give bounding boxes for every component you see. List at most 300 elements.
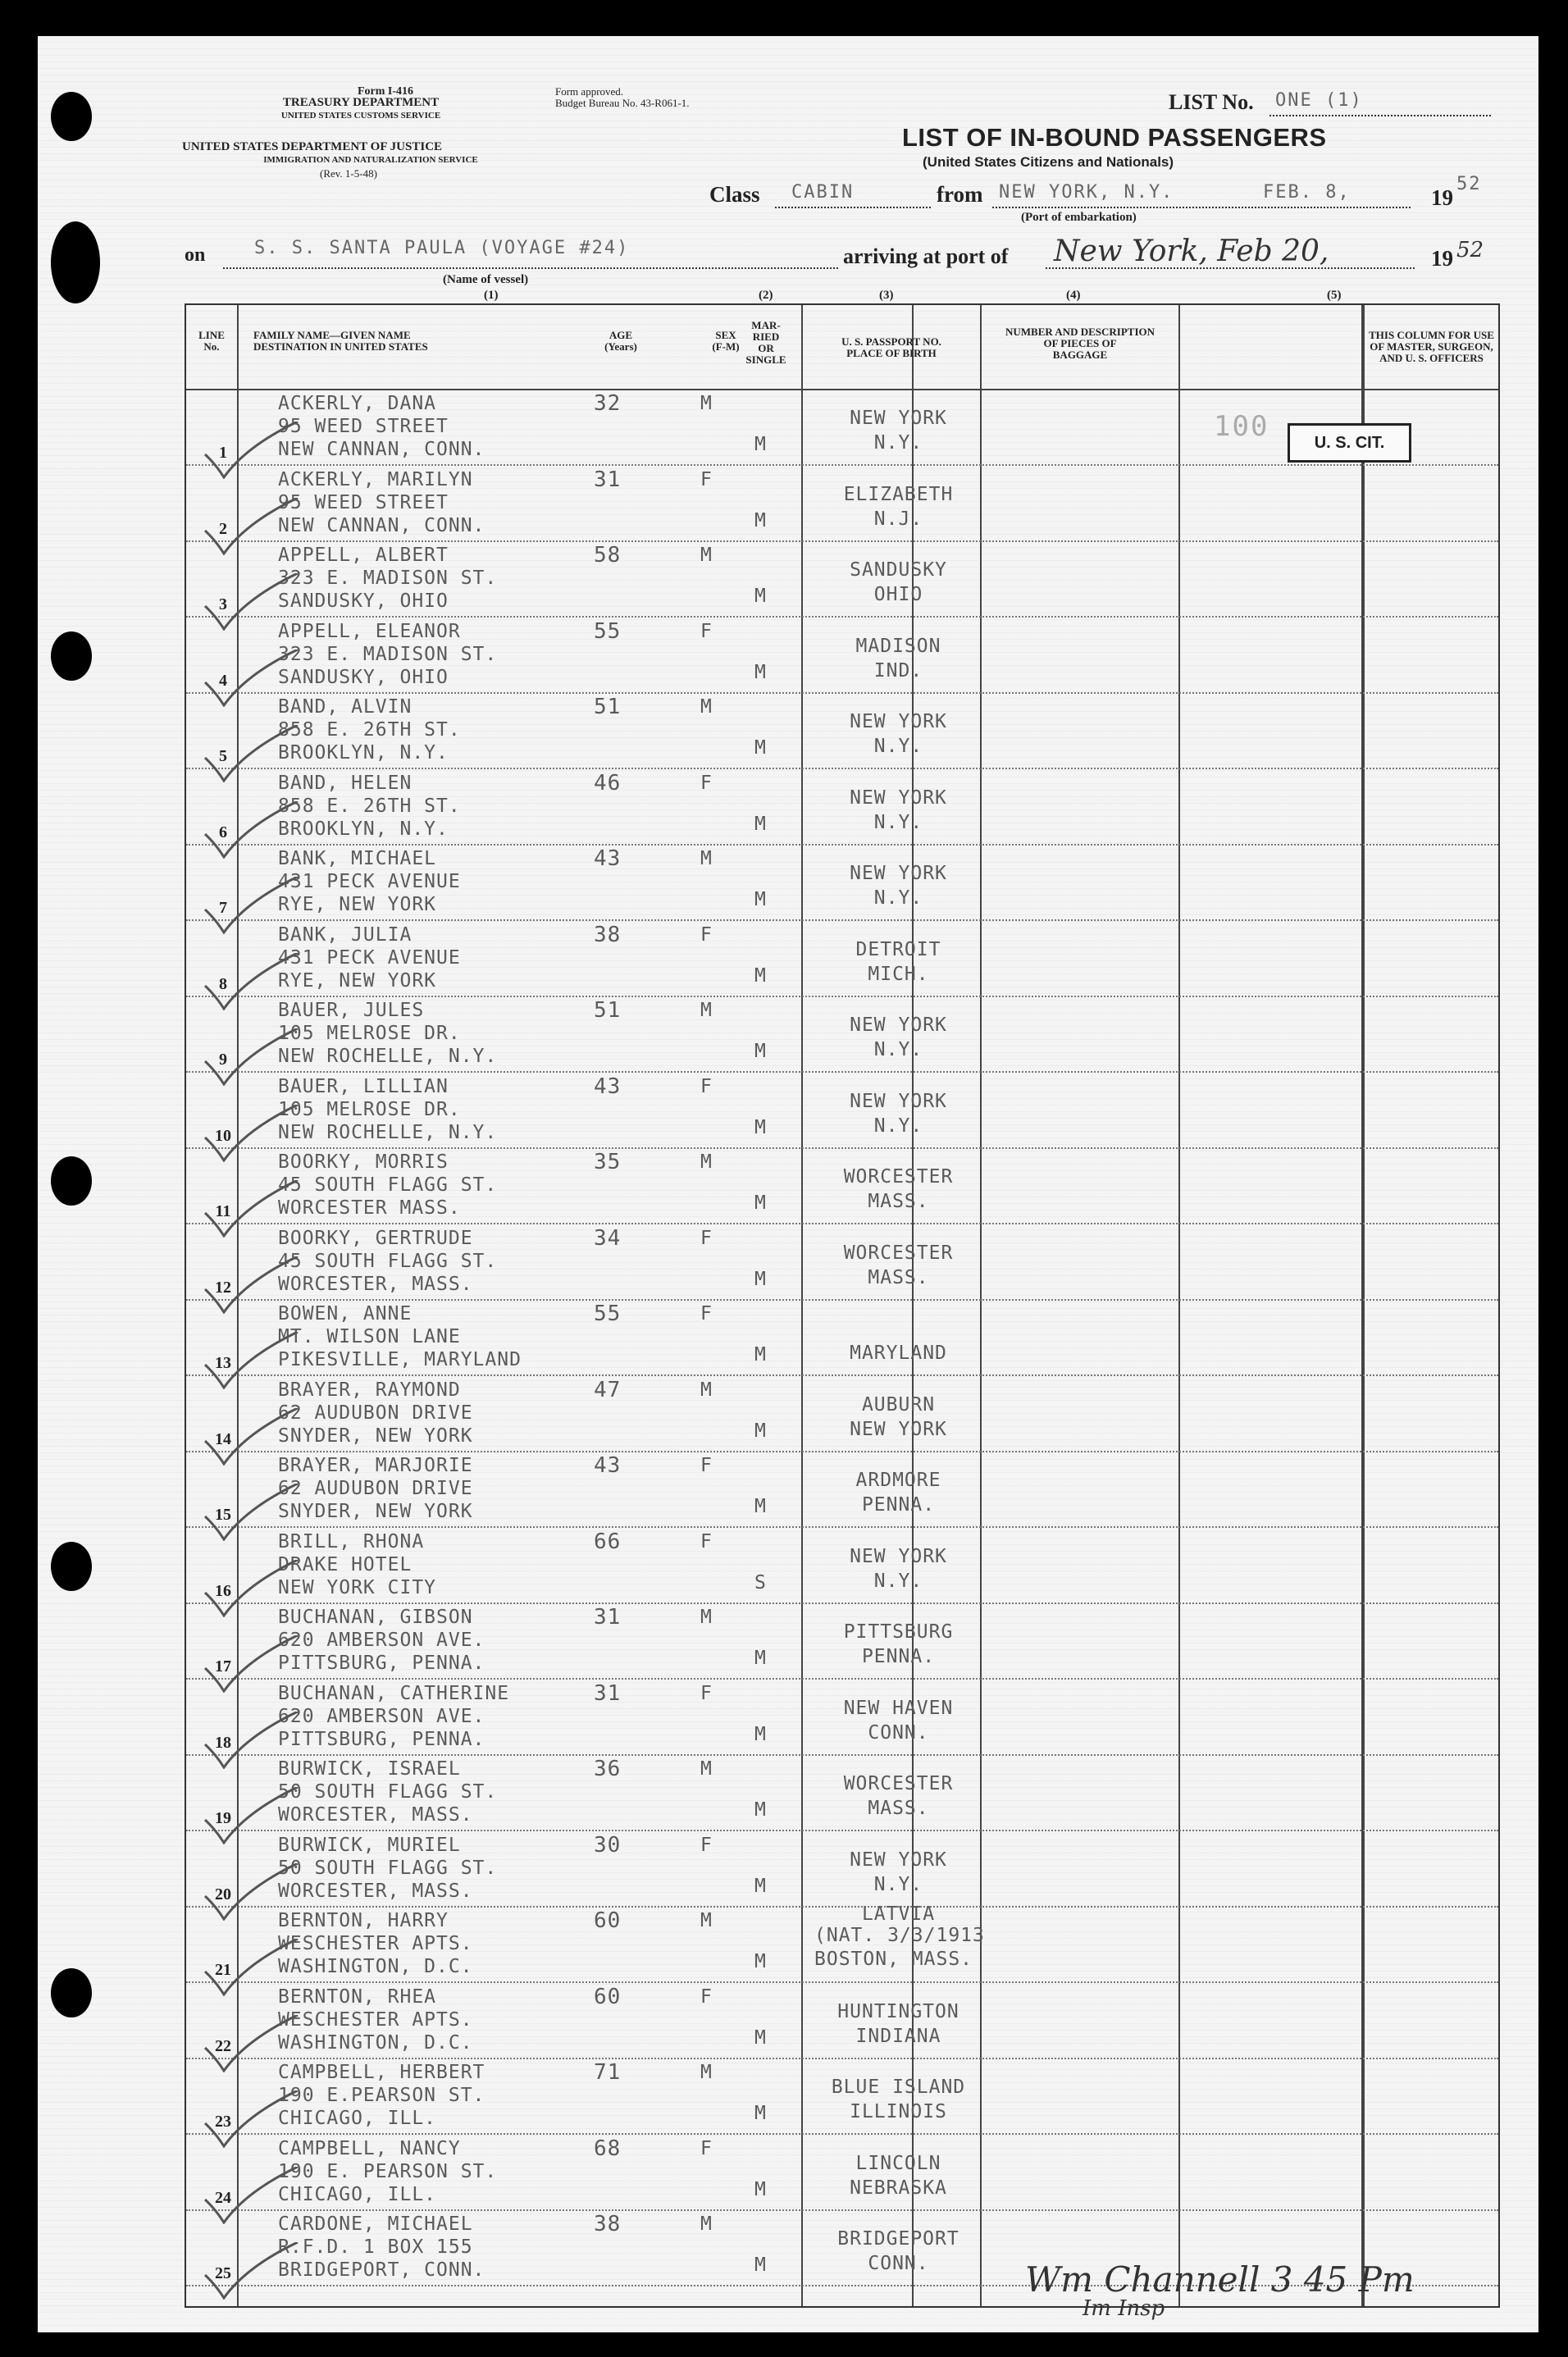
list-no-label: LIST No. — [1169, 90, 1254, 114]
line-number: 4 — [219, 671, 227, 690]
table-row — [186, 768, 1498, 846]
table-row — [186, 844, 1498, 921]
passenger-sex: M — [700, 848, 713, 869]
table-row — [186, 1982, 1498, 2059]
passenger-marital-status: M — [754, 813, 767, 835]
table-row — [186, 1527, 1498, 1604]
passenger-sex: M — [700, 1758, 713, 1780]
birthplace-line2: CONN. — [868, 2253, 929, 2274]
passenger-marital-status: M — [754, 1192, 767, 1214]
passenger-name: CAMPBELL, HERBERT — [278, 2062, 485, 2083]
passenger-sex: F — [700, 923, 713, 946]
passenger-name: ACKERLY, MARILYN — [278, 468, 473, 490]
line-number: 2 — [219, 519, 227, 538]
birthplace-line2: INDIANA — [855, 2025, 941, 2047]
destination-street: 323 E. MADISON ST. — [278, 568, 498, 589]
table-row — [186, 1451, 1498, 1528]
line-number: 13 — [215, 1354, 231, 1372]
table-row — [186, 1375, 1498, 1452]
col-num-3: (3) — [879, 289, 894, 302]
passenger-age: 47 — [594, 1377, 622, 1402]
passenger-sex: M — [700, 1607, 713, 1628]
passenger-name: BANK, JULIA — [278, 923, 413, 946]
passenger-sex: F — [700, 1455, 713, 1476]
check-mark-icon — [201, 2242, 299, 2300]
passenger-marital-status: M — [754, 1116, 767, 1138]
destination-city: WASHINGTON, D.C. — [278, 1956, 473, 1977]
table-row — [186, 540, 1498, 618]
passenger-marital-status: M — [754, 1344, 767, 1365]
table-row — [186, 1830, 1498, 1908]
table-row — [186, 2134, 1498, 2211]
destination-street: 62 AUDUBON DRIVE — [278, 1478, 473, 1499]
birthplace-line2: CONN. — [868, 1721, 929, 1744]
passenger-age: 36 — [594, 1757, 622, 1781]
birthplace-line1: NEW YORK — [850, 1090, 947, 1112]
passenger-name: BRILL, RHONA — [278, 1530, 425, 1552]
passenger-marital-status: M — [754, 1420, 767, 1442]
passenger-marital-status: M — [754, 586, 767, 607]
birthplace-line2: NEBRASKA — [850, 2177, 947, 2199]
passenger-sex: F — [700, 1682, 713, 1704]
binder-hole — [51, 631, 92, 681]
destination-street: 858 E. 26TH ST. — [278, 795, 461, 817]
destination-street: 45 SOUTH FLAGG ST. — [278, 1174, 498, 1196]
passenger-name: BUCHANAN, CATHERINE — [278, 1682, 510, 1704]
destination-street: 620 AMBERSON AVE. — [278, 1705, 485, 1727]
passenger-age: 35 — [594, 1150, 622, 1174]
destination-street: 620 AMBERSON AVE. — [278, 1630, 485, 1651]
line-number: 5 — [219, 747, 227, 765]
passenger-name: CAMPBELL, NANCY — [278, 2137, 461, 2159]
form-rev: (Rev. 1-5-48) — [320, 167, 377, 180]
passenger-sex: F — [700, 468, 713, 490]
passenger-age: 31 — [594, 1605, 622, 1630]
line-number: 12 — [215, 1278, 231, 1297]
birthplace-line1: SANDUSKY — [850, 559, 947, 581]
destination-street: 50 SOUTH FLAGG ST. — [278, 1857, 498, 1879]
birthplace-line1: WORCESTER — [843, 1773, 954, 1794]
passenger-age: 34 — [594, 1225, 622, 1251]
table-row — [186, 1679, 1498, 1756]
line-number: 9 — [219, 1051, 227, 1069]
passenger-marital-status: M — [754, 1723, 767, 1745]
col-header-officers: THIS COLUMN FOR USE OF MASTER, SURGEON, AND U. S. OFFICERS — [1369, 329, 1494, 364]
passenger-marital-status: M — [754, 1799, 767, 1821]
destination-street: 431 PECK AVENUE — [278, 871, 461, 892]
passenger-sex: M — [700, 696, 713, 718]
col-header-married: MAR- RIED OR SINGLE — [745, 319, 786, 366]
on-label: on — [185, 244, 206, 266]
passenger-sex: M — [700, 393, 713, 414]
table-row — [186, 1299, 1498, 1376]
destination-city: BROOKLYN, N.Y. — [278, 742, 449, 764]
birthplace-line1: ARDMORE — [855, 1470, 941, 1491]
form-approved: Form approved. — [555, 85, 624, 98]
vessel-caption: (Name of vessel) — [443, 273, 529, 286]
table-row — [186, 2058, 1498, 2135]
birthplace-line2: MASS. — [868, 1798, 929, 1819]
class-line — [775, 207, 931, 208]
binder-hole — [51, 92, 92, 141]
birthplace-line2: NEW YORK — [850, 1418, 947, 1440]
birthplace-line1: NEW YORK — [850, 711, 947, 732]
col-header-sex: SEX (F-M) — [712, 329, 740, 353]
line-number: 15 — [215, 1506, 231, 1524]
birthplace-line2: MASS. — [868, 1266, 929, 1288]
destination-city: NEW ROCHELLE, N.Y. — [278, 1121, 498, 1143]
binder-hole — [51, 1156, 92, 1206]
form-doj: UNITED STATES DEPARTMENT OF JUSTICE — [182, 140, 443, 153]
birthplace-line1: NEW YORK — [850, 786, 947, 809]
birthplace-line1: NEW YORK — [850, 1545, 947, 1567]
line-number: 14 — [215, 1429, 231, 1448]
col-header-line: LINE No. — [198, 329, 225, 353]
passenger-age: 46 — [594, 770, 622, 796]
passenger-name: BUCHANAN, GIBSON — [278, 1607, 473, 1628]
passenger-sex: F — [700, 1227, 713, 1249]
officer-mark: 100 — [1214, 410, 1269, 443]
destination-street: MT. WILSON LANE — [278, 1326, 461, 1347]
page-title: LIST OF IN-BOUND PASSENGERS — [902, 123, 1327, 152]
passenger-name: APPELL, ELEANOR — [278, 620, 461, 642]
passenger-name: APPELL, ALBERT — [278, 545, 449, 566]
destination-city: SNYDER, NEW YORK — [278, 1501, 473, 1522]
passenger-age: 60 — [594, 1908, 622, 1933]
destination-street: 431 PECK AVENUE — [278, 946, 461, 969]
line-number: 6 — [219, 823, 227, 841]
passenger-sex: F — [700, 1303, 713, 1324]
year-value: 52 — [1456, 174, 1482, 194]
birthplace-line2: N.J. — [873, 508, 923, 530]
destination-city: PIKESVILLE, MARYLAND — [278, 1349, 522, 1370]
binder-hole — [51, 1968, 92, 2017]
birthplace-line2: N.Y. — [873, 811, 923, 833]
destination-city: WORCESTER, MASS. — [278, 1273, 473, 1295]
passenger-sex: F — [700, 2137, 713, 2159]
passenger-age: 38 — [594, 922, 622, 947]
destination-city: WORCESTER, MASS. — [278, 1804, 473, 1826]
birthplace-line1: LATVIA — [861, 1903, 936, 1925]
table-row — [186, 920, 1498, 997]
passenger-name: BOWEN, ANNE — [278, 1303, 413, 1324]
line-number: 17 — [215, 1657, 231, 1675]
destination-city: PITTSBURG, PENNA. — [278, 1653, 485, 1674]
birthplace-line2: MICH. — [868, 963, 929, 985]
birthplace-line1: NEW YORK — [850, 408, 947, 429]
destination-street: WESCHESTER APTS. — [278, 1933, 473, 1954]
col-num-2: (2) — [759, 289, 773, 302]
passenger-name: BAUER, LILLIAN — [278, 1075, 449, 1097]
table-row — [186, 1602, 1498, 1680]
passenger-marital-status: M — [754, 1041, 767, 1062]
list-no-line — [1269, 115, 1491, 116]
destination-street: 105 MELROSE DR. — [278, 1023, 461, 1044]
passenger-name: BERNTON, HARRY — [278, 1910, 449, 1931]
destination-street: 105 MELROSE DR. — [278, 1098, 461, 1120]
destination-city: WORCESTER MASS. — [278, 1197, 461, 1219]
table-row — [186, 1147, 1498, 1224]
from-label: from — [937, 182, 983, 207]
col-header-passport: U. S. PASSPORT NO. PLACE OF BIRTH — [841, 335, 941, 359]
binder-hole — [51, 1542, 92, 1591]
year2-prefix: 19 — [1431, 246, 1453, 271]
destination-city: SANDUSKY, OHIO — [278, 590, 449, 612]
line-number: 11 — [215, 1202, 231, 1220]
destination-city: RYE, NEW YORK — [278, 969, 437, 992]
birthplace-line1: WORCESTER — [843, 1242, 954, 1264]
destination-city: BRIDGEPORT, CONN. — [278, 2259, 485, 2281]
col-header-baggage: NUMBER AND DESCRIPTION OF PIECES OF BAGGAGE — [1005, 326, 1155, 361]
table-row — [186, 465, 1498, 542]
passenger-name: BANK, MICHAEL — [278, 848, 437, 869]
birthplace-line2: PENNA. — [861, 1494, 936, 1516]
passenger-sex: M — [700, 2062, 713, 2083]
passenger-age: 31 — [594, 467, 622, 492]
line-number: 10 — [215, 1126, 231, 1145]
birthplace-line1: NEW YORK — [850, 1014, 947, 1036]
passenger-age: 68 — [594, 2136, 622, 2161]
destination-street: WESCHESTER APTS. — [278, 2008, 473, 2031]
destination-street: 62 AUDUBON DRIVE — [278, 1402, 473, 1424]
form-budget: Budget Bureau No. 43-R061-1. — [555, 97, 690, 109]
passenger-name: BAUER, JULES — [278, 1000, 425, 1021]
table-row — [186, 617, 1498, 694]
passenger-name: BERNTON, RHEA — [278, 1985, 437, 2008]
table-row — [186, 1754, 1498, 1831]
passenger-marital-status: M — [754, 964, 767, 987]
vessel-value: S. S. SANTA PAULA (VOYAGE #24) — [254, 238, 630, 258]
birthplace-line1: BRIDGEPORT — [837, 2228, 959, 2250]
passenger-sex: F — [700, 1075, 713, 1097]
line-number: 19 — [215, 1809, 231, 1827]
destination-city: CHICAGO, ILL. — [278, 2183, 437, 2205]
passenger-sex: M — [700, 1151, 713, 1173]
passenger-name: BURWICK, ISRAEL — [278, 1758, 461, 1780]
line-number: 3 — [219, 595, 227, 613]
line-number: 25 — [215, 2264, 231, 2282]
table-row — [186, 1072, 1498, 1149]
birthplace-line2: MASS. — [868, 1191, 929, 1212]
port-embark-caption: (Port of embarkation) — [1021, 211, 1137, 224]
passenger-marital-status: M — [754, 661, 767, 683]
birthplace-line2: (NAT. 3/3/1913 BOSTON, MASS. — [814, 1925, 985, 1970]
birthplace-line1: AUBURN — [861, 1393, 936, 1416]
passenger-age: 43 — [594, 1074, 622, 1099]
destination-city: BROOKLYN, N.Y. — [278, 818, 449, 840]
passenger-marital-status: M — [754, 2103, 767, 2124]
birthplace-line2: ILLINOIS — [850, 2101, 947, 2122]
col-header-family: FAMILY NAME—GIVEN NAME DESTINATION IN UNITED STATES — [253, 329, 428, 353]
passenger-age: 32 — [594, 391, 622, 416]
binder-hole — [51, 221, 100, 303]
passenger-name: BOORKY, MORRIS — [278, 1151, 449, 1173]
list-no-value: ONE (1) — [1275, 90, 1363, 111]
destination-street: 190 E. PEARSON ST. — [278, 2160, 498, 2182]
birthplace-line1: HUNTINGTON — [837, 2000, 959, 2022]
destination-street: 323 E. MADISON ST. — [278, 643, 498, 665]
destination-city: NEW CANNAN, CONN. — [278, 514, 485, 536]
destination-city: SANDUSKY, OHIO — [278, 666, 449, 688]
passenger-name: BOORKY, GERTRUDE — [278, 1227, 473, 1249]
birthplace-line2: N.Y. — [873, 432, 923, 454]
passenger-age: 51 — [594, 998, 622, 1023]
birthplace-line1: BLUE ISLAND — [831, 2077, 966, 2098]
citizen-stamp: U. S. CIT. — [1288, 423, 1411, 463]
line-number: 16 — [215, 1581, 231, 1600]
birthplace-line2: PENNA. — [861, 1646, 936, 1667]
officer-signature: Wm Channell 3 45 Pm — [1025, 2259, 1415, 2300]
passenger-marital-status: S — [754, 1571, 767, 1593]
page-subtitle: (United States Citizens and Nationals) — [923, 154, 1174, 170]
year-prefix: 19 — [1431, 185, 1453, 210]
passenger-sex: F — [700, 1985, 713, 2008]
passenger-name: BRAYER, MARJORIE — [278, 1455, 473, 1476]
line-number: 24 — [215, 2188, 231, 2207]
destination-street: R.F.D. 1 BOX 155 — [278, 2236, 473, 2258]
passenger-age: 55 — [594, 1302, 622, 1326]
from-value: NEW YORK, N.Y. — [999, 182, 1174, 203]
table-row — [186, 1903, 1498, 1983]
destination-city: CHICAGO, ILL. — [278, 2108, 437, 2129]
officer-signature-title: Im Insp — [1083, 2296, 1165, 2321]
birthplace-line1: PITTSBURG — [843, 1621, 954, 1643]
col-num-4: (4) — [1066, 289, 1081, 302]
form-number: Form I-416 — [357, 85, 414, 98]
destination-street: 45 SOUTH FLAGG ST. — [278, 1250, 498, 1272]
birthplace-line1: DETROIT — [855, 938, 941, 960]
form-customs: UNITED STATES CUSTOMS SERVICE — [280, 111, 441, 121]
line-number: 23 — [215, 2113, 231, 2131]
passenger-sex: M — [700, 2213, 713, 2235]
line-number: 22 — [215, 2036, 231, 2055]
birthplace-line1: WORCESTER — [843, 1166, 954, 1188]
birthplace-line1: MADISON — [855, 635, 941, 657]
arrival-handwritten: New York, Feb 20, — [1054, 235, 1329, 268]
passenger-age: 51 — [594, 695, 622, 719]
birthplace-line2: N.Y. — [873, 736, 923, 757]
passenger-age: 30 — [594, 1832, 622, 1858]
passenger-name: BURWICK, MURIEL — [278, 1834, 461, 1856]
line-number: 8 — [219, 974, 227, 993]
passenger-age: 58 — [594, 543, 622, 568]
destination-city: NEW ROCHELLE, N.Y. — [278, 1046, 498, 1067]
destination-street: 50 SOUTH FLAGG ST. — [278, 1781, 498, 1803]
passenger-sex: F — [700, 620, 713, 642]
passenger-sex: M — [700, 1379, 713, 1401]
col-num-1: (1) — [484, 289, 499, 302]
birthplace-line2: MARYLAND — [850, 1343, 947, 1364]
table-row — [186, 996, 1498, 1073]
line-number: 7 — [219, 899, 227, 917]
passenger-sex: F — [700, 1834, 713, 1856]
birthplace-line2: N.Y. — [873, 1570, 923, 1592]
passenger-marital-status: M — [754, 2254, 767, 2276]
passenger-age: 43 — [594, 846, 622, 871]
passenger-name: ACKERLY, DANA — [278, 393, 437, 414]
passenger-table — [185, 303, 1500, 2308]
destination-city: NEW YORK CITY — [278, 1576, 437, 1598]
destination-street: 95 WEED STREET — [278, 491, 449, 513]
form-dept: TREASURY DEPARTMENT — [282, 96, 440, 109]
birthplace-line2: N.Y. — [873, 887, 923, 909]
destination-street: 95 WEED STREET — [278, 416, 449, 437]
birthplace-line2: IND. — [873, 659, 923, 682]
passenger-sex: M — [700, 1910, 713, 1931]
passenger-marital-status: M — [754, 889, 767, 910]
passenger-marital-status: M — [754, 434, 767, 455]
destination-street: DRAKE HOTEL — [278, 1553, 413, 1575]
passenger-age: 66 — [594, 1529, 622, 1554]
passenger-age: 71 — [594, 2060, 622, 2085]
passenger-name: CARDONE, MICHAEL — [278, 2213, 473, 2235]
passenger-marital-status: M — [754, 2026, 767, 2049]
class-label: Class — [709, 182, 760, 207]
destination-city: RYE, NEW YORK — [278, 894, 437, 915]
passenger-name: BAND, HELEN — [278, 772, 413, 794]
passenger-sex: F — [700, 1530, 713, 1552]
vessel-line — [223, 267, 838, 269]
destination-street: 858 E. 26TH ST. — [278, 719, 461, 741]
year2-value: 52 — [1456, 238, 1484, 262]
birthplace-line1: LINCOLN — [855, 2152, 941, 2174]
class-value: CABIN — [791, 182, 855, 203]
passenger-marital-status: M — [754, 509, 767, 531]
passenger-marital-status: M — [754, 1875, 767, 1897]
table-row — [186, 692, 1498, 769]
birthplace-line2: N.Y. — [873, 1039, 923, 1060]
table-row — [186, 1224, 1498, 1301]
line-number: 1 — [219, 444, 227, 462]
birthplace-line1: NEW YORK — [850, 863, 947, 884]
destination-city: NEW CANNAN, CONN. — [278, 439, 485, 460]
birthplace-line1: NEW HAVEN — [843, 1697, 954, 1719]
passenger-marital-status: M — [754, 2178, 767, 2200]
birthplace-line2: N.Y. — [873, 1873, 923, 1895]
passenger-marital-status: M — [754, 737, 767, 759]
birthplace-line2: N.Y. — [873, 1115, 923, 1137]
passenger-sex: F — [700, 772, 713, 794]
passenger-name: BAND, ALVIN — [278, 696, 413, 718]
destination-street: 190 E.PEARSON ST. — [278, 2085, 485, 2106]
line-number: 21 — [215, 1961, 231, 1979]
passenger-marital-status: M — [754, 1648, 767, 1669]
birthplace-line2: OHIO — [873, 584, 923, 605]
form-ins: IMMIGRATION AND NATURALIZATION SERVICE — [263, 155, 478, 165]
date-value: FEB. 8, — [1263, 182, 1351, 203]
destination-city: WASHINGTON, D.C. — [278, 2031, 473, 2054]
passenger-age: 55 — [594, 618, 622, 644]
destination-city: WORCESTER, MASS. — [278, 1880, 473, 1902]
destination-city: SNYDER, NEW YORK — [278, 1425, 473, 1447]
line-number: 18 — [215, 1733, 231, 1752]
passenger-sex: M — [700, 1000, 713, 1021]
arrival-line — [1046, 267, 1415, 269]
passenger-age: 31 — [594, 1680, 622, 1706]
passenger-name: BRAYER, RAYMOND — [278, 1379, 461, 1401]
destination-city: PITTSBURG, PENNA. — [278, 1728, 485, 1750]
passenger-sex: M — [700, 545, 713, 566]
from-line — [992, 207, 1411, 208]
passenger-marital-status: M — [754, 1268, 767, 1290]
passenger-age: 38 — [594, 2212, 622, 2236]
col-header-age: AGE (Years) — [604, 329, 637, 353]
passenger-age: 43 — [594, 1453, 622, 1478]
birthplace-line1: NEW YORK — [850, 1849, 947, 1871]
passenger-marital-status: M — [754, 1951, 767, 1972]
col-num-5: (5) — [1327, 289, 1342, 302]
arriving-label: arriving at port of — [843, 244, 1009, 268]
